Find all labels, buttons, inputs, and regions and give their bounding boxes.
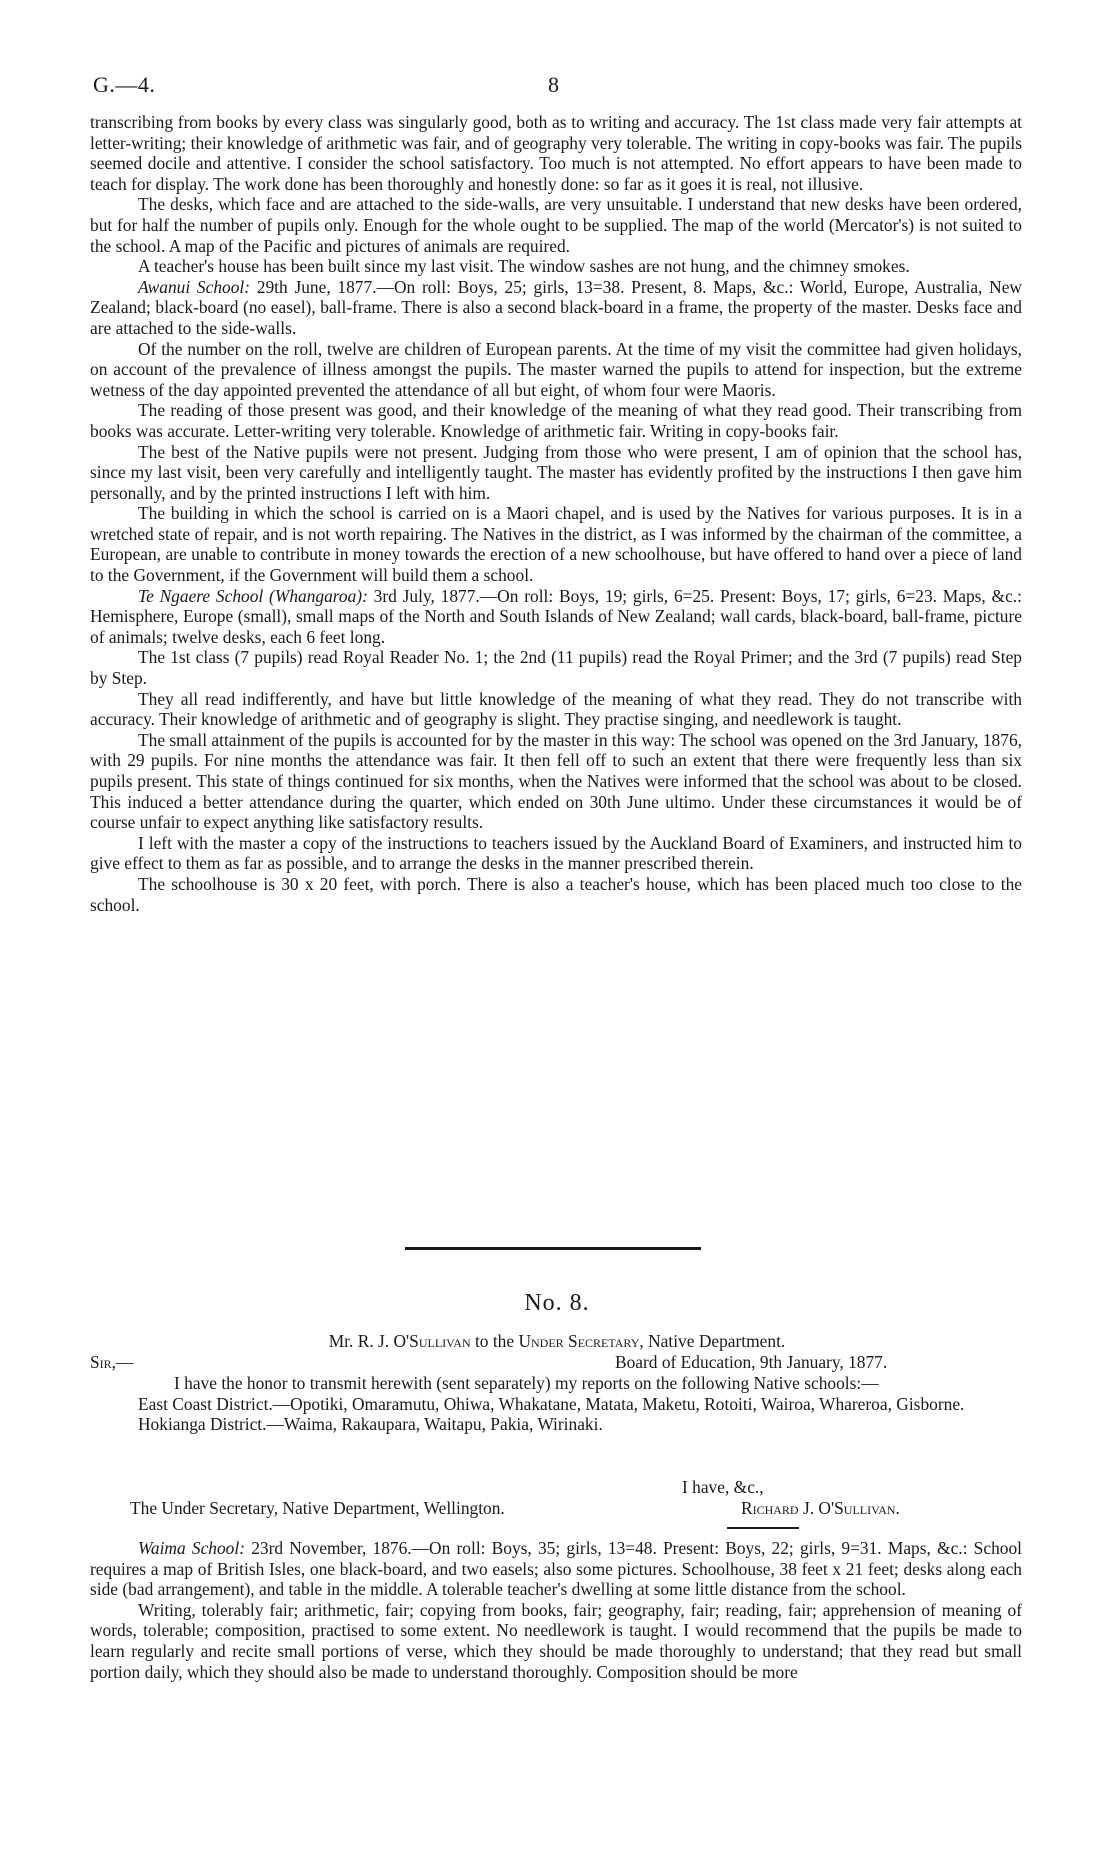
paragraph <box>90 256 1022 277</box>
letter-heading-pre: Mr. <box>328 1331 358 1351</box>
east-coast-district: East Coast District.—Opotiki, Omaramutu, Ohiwa, Whakatane, Matata, Maketu, Rotoiti, Wairoa, Whareroa, Gisborne. <box>138 1393 965 1414</box>
paragraph-text: I left with the master a copy of the instructions to teachers issued by the Auckland Board of Examiners, and instructed him to give effect to them as far as possible, and to arrange the desks in the manner prescribed therein. <box>90 832 1022 874</box>
paragraph <box>90 874 1022 915</box>
paragraph-text: Of the number on the roll, twelve are children of European parents. At the time of my visit the committee had given holidays, on account of the prevalence of illness amongst the pupils. The master warned the pupils to attend for inspection, but the extreme wetness of the day appointed prevented the attendance of all but eight, of whom four were Maoris. <box>90 338 1022 400</box>
letter-heading-mid: to the <box>470 1331 519 1351</box>
page-number: 8 <box>548 72 559 97</box>
letter-address-date: Board of Education, 9th January, 1877. <box>615 1352 888 1372</box>
paragraph-text: The schoolhouse is 30 x 20 feet, with porch. There is also a teacher's house, which has been placed much too close to the school. <box>90 873 1022 915</box>
paragraph <box>90 503 1022 585</box>
paragraph <box>90 442 1022 504</box>
school-name: Awanui School: <box>138 276 251 297</box>
letter-heading-recipient: Under Secretary <box>518 1331 640 1351</box>
paragraph-text: The best of the Native pupils were not present. Judging from those who were present, I am of opinion that the school has, since my last visit, been very carefully and intelligently taught. The master has evidently profited by the instructions I then gave him personally, and by the printed instructions I left with him. <box>90 441 1022 503</box>
report-section-2 <box>90 1538 1022 1682</box>
hokianga-district: Hokianga District.—Waima, Rakaupara, Waitapu, Pakia, Wirinaki. <box>138 1414 603 1435</box>
school-name: Te Ngaere School (Whangaroa): <box>138 585 368 606</box>
section-divider <box>405 1247 701 1250</box>
paragraph <box>90 647 1022 688</box>
letter-heading-name: R. J. O'Sullivan <box>357 1331 471 1351</box>
paragraph-text: 23rd November, 1876.—On roll: Boys, 35; girls, 13=48. Present: Boys, 22; girls, 9=31. Maps, &c.: School requires a map of British Isles, one black-board, and two easels; also some pictures. Schoolhouse, 38 feet x 21 feet; desks along each side (bad arrangement), and table in the middle. A tolerable teacher's dwelling at some little distance from the school. <box>90 1538 1022 1600</box>
paragraph <box>90 339 1022 401</box>
paragraph-text: 3rd July, 1877.—On roll: Boys, 19; girls, 6=25. Present: Boys, 17; girls, 6=23. Maps, &c.: Hemisphere, Europe (small), small maps of the North and South Islands of New Zealand; wall cards, black-board, ball-frame, picture of animals; twelve desks, each 6 feet long. <box>90 585 1022 647</box>
letter-number-title: No. 8. <box>524 1290 590 1316</box>
signature-divider <box>727 1527 799 1529</box>
paragraph <box>90 730 1022 833</box>
report-section-1 <box>90 112 1022 915</box>
paragraph-text: 29th June, 1877.—On roll: Boys, 25; girls, 13=38. Present, 8. Maps, &c.: World, Europe, Australia, New Zealand; black-board (no easel), ball-frame. There is also a second black-board in a frame, the property of the master. Desks face and are attached to the side-walls. <box>90 276 1022 338</box>
paragraph <box>90 400 1022 441</box>
letter-signature: Richard J. O'Sullivan. <box>741 1498 900 1518</box>
letter-salutation: Sir,— <box>90 1352 134 1372</box>
paragraph-text: Writing, tolerably fair; arithmetic, fair; copying from books, fair; geography, fair; reading, fair; apprehension of meaning of words, tolerable; composition, practised to some extent. No needlework is taught. I would recommend that the pupils be made to learn regularly and recite small portions of verse, which they should be made thoroughly to understand; that they read but small portion daily, which they should also be made to understand thoroughly. Composition should be more <box>90 1599 1022 1682</box>
paragraph <box>90 112 1022 194</box>
letter-body <box>90 1373 1022 1435</box>
paragraph <box>90 277 1022 339</box>
paragraph-text: The small attainment of the pupils is accounted for by the master in this way: The school was opened on the 3rd January, 1876, with 29 pupils. For nine months the attendance was fair. It then fell off to such an extent that there were frequently less than six pupils present. This state of things continued for six months, when the Natives were informed that the school was about to be closed. This induced a better attendance during the quarter, which ended on 30th June ultimo. Under these circumstances it would be of course unfair to expect anything like satisfactory results. <box>90 729 1022 833</box>
letter-heading <box>0 1331 1114 1352</box>
paragraph <box>90 1538 1022 1600</box>
paragraph-text: The 1st class (7 pupils) read Royal Reader No. 1; the 2nd (11 pupils) read the Royal Primer; and the 3rd (7 pupils) read Step by Step. <box>90 647 1022 689</box>
paragraph-text: transcribing from books by every class was singularly good, both as to writing and accuracy. The 1st class made very fair attempts at letter-writing; their knowledge of arithmetic was fair, and of geography very tolerable. The writing in copy-books was fair. The pupils seemed docile and attentive. I consider the school satisfactory. Too much is not attempted. No effort appears to have been made to teach for display. The work done has been thoroughly and honestly done: so far as it goes it is real, not illusive. <box>90 112 1022 194</box>
document-reference: G.—4. <box>93 72 156 97</box>
letter-heading-post: , Native Department. <box>639 1331 786 1351</box>
paragraph <box>90 586 1022 648</box>
paragraph-text: A teacher's house has been built since my last visit. The window sashes are not hung, and the chimney smokes. <box>138 256 910 277</box>
paragraph <box>90 689 1022 730</box>
letter-addressee: The Under Secretary, Native Department, Wellington. <box>130 1498 505 1518</box>
paragraph-text: They all read indifferently, and have but little knowledge of the meaning of what they read. They do not transcribe with accuracy. Their knowledge of arithmetic and of geography is slight. They practise singing, and needlework is taught. <box>90 688 1022 730</box>
paragraph-text: The reading of those present was good, and their knowledge of the meaning of what they read good. Their transcribing from books was accurate. Letter-writing very tolerable. Knowledge of arithmetic fair. Writing in copy-books fair. <box>90 400 1022 441</box>
paragraph <box>90 833 1022 874</box>
paragraph <box>90 194 1022 256</box>
paragraph <box>90 1600 1022 1682</box>
letter-closing: I have, &c., <box>682 1477 764 1497</box>
school-name: Waima School: <box>138 1538 245 1558</box>
letter-body-paragraph: I have the honor to transmit herewith (sent separately) my reports on the following Native schools:— <box>174 1373 879 1393</box>
paragraph-text: The desks, which face and are attached to the side-walls, are very unsuitable. I understand that new desks have been ordered, but for half the number of pupils only. Enough for the whole ought to be supplied. The map of the world (Mercator's) is not suited to the school. A map of the Pacific and pictures of animals are required. <box>90 194 1022 256</box>
paragraph-text: The building in which the school is carried on is a Maori chapel, and is used by the Natives for various purposes. It is in a wretched state of repair, and is not worth repairing. The Natives in the district, as I was informed by the chairman of the committee, a European, are unable to contribute in money towards the erection of a new schoolhouse, but have offered to hand over a piece of land to the Government, if the Government will build them a school. <box>90 503 1022 586</box>
